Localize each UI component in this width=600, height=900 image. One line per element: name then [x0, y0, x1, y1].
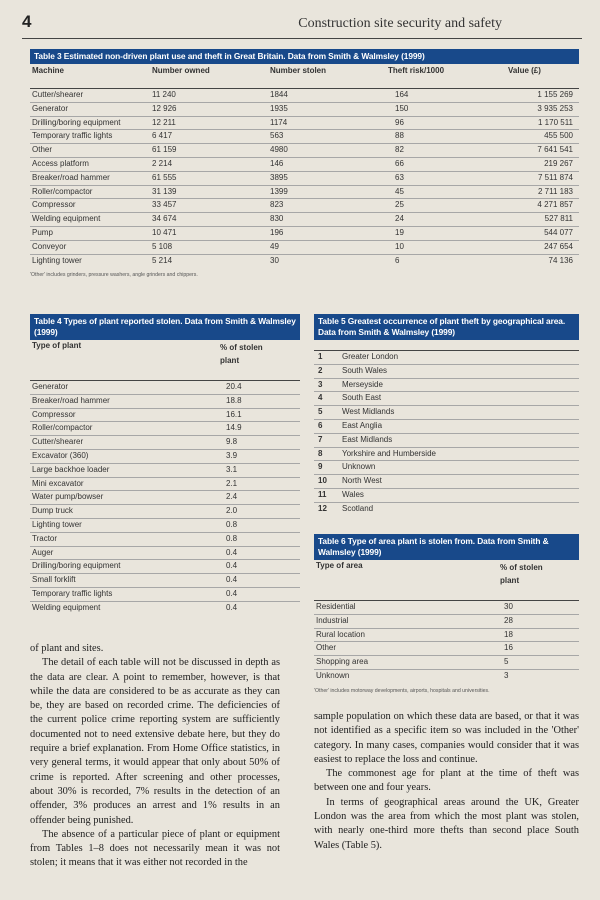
table-5-cell: East Anglia — [342, 420, 383, 430]
table-5-row — [314, 460, 579, 474]
table-4-cell: Cutter/shearer — [32, 437, 84, 447]
table-3-cell: 7 641 541 — [537, 145, 573, 155]
table-3-body — [30, 88, 579, 267]
table-3-row — [30, 88, 579, 102]
table-3-cell: 823 — [270, 200, 284, 210]
table-3-cell: 31 139 — [152, 186, 177, 196]
table-3-cell: 3895 — [270, 172, 288, 182]
table-3-col-machine: Machine — [32, 66, 65, 75]
table-5-cell: West Midlands — [342, 407, 395, 417]
table-5-cell: 8 — [318, 448, 323, 458]
table-3-cell: Conveyor — [32, 241, 67, 251]
table-5-row — [314, 502, 579, 516]
table-4-cell: 3.9 — [226, 450, 238, 460]
table-4-col-pct: % of stolen plant — [220, 343, 263, 365]
table-4-row — [30, 601, 300, 615]
table-4-cell: 0.4 — [226, 588, 238, 598]
table-3-cell: Cutter/shearer — [32, 90, 84, 99]
table-4-row — [30, 408, 300, 422]
table-3-cell: 30 — [270, 255, 279, 265]
table-4-cell: 0.4 — [226, 561, 238, 571]
table-3-cell: 66 — [395, 158, 404, 168]
table-5 — [314, 314, 579, 516]
table-6-row — [314, 641, 579, 655]
table-5-row — [314, 378, 579, 392]
table-4-cell: Mini excavator — [32, 478, 84, 488]
table-5-cell: Greater London — [342, 352, 399, 361]
table-3-cell: 1844 — [270, 90, 288, 99]
table-3-cell: 45 — [395, 186, 404, 196]
table-5-cell: North West — [342, 476, 382, 486]
body-paragraph: of plant and sites. — [30, 643, 104, 654]
table-3-row — [30, 116, 579, 130]
table-6-col-type: Type of area — [316, 561, 363, 570]
table-5-cell: 10 — [318, 476, 327, 486]
table-3-cell: Drilling/boring equipment — [32, 117, 121, 127]
table-5-cell: Merseyside — [342, 379, 383, 389]
table-4-row — [30, 546, 300, 560]
table-4-cell: 2.0 — [226, 506, 238, 516]
table-3-cell: 11 240 — [152, 90, 176, 99]
table-4-body — [30, 380, 300, 615]
table-3-note: 'Other' includes grinders, pressure washers, angle grinders and chippers. — [30, 272, 198, 279]
table-3-cell: 19 — [395, 227, 404, 237]
table-3-cell: 10 471 — [152, 227, 177, 237]
table-4-row — [30, 490, 300, 504]
table-3-cell: 34 674 — [152, 214, 177, 224]
table-4-cell: 9.8 — [226, 437, 238, 447]
table-3 — [30, 49, 579, 278]
table-3-cell: Compressor — [32, 200, 76, 210]
table-4-cell: 0.8 — [226, 519, 238, 529]
table-6-cell: 3 — [504, 670, 509, 680]
table-5-title: Table 5 Greatest occurrence of plant theft by geographical area. Data from Smith & Walmsley (1999) — [314, 314, 579, 340]
table-6-body — [314, 600, 579, 683]
table-6-cell: 28 — [504, 615, 513, 625]
table-5-cell: 3 — [318, 379, 323, 389]
table-5-cell: 12 — [318, 503, 327, 513]
table-3-cell: 2 711 183 — [538, 186, 573, 196]
table-6-col-pct: % of stolen plant — [500, 563, 543, 585]
table-3-cell: 33 457 — [152, 200, 177, 210]
table-4-cell: Generator — [32, 382, 69, 391]
table-5-cell: East Midlands — [342, 434, 393, 444]
table-5-cell: South Wales — [342, 365, 388, 375]
table-5-row — [314, 488, 579, 502]
table-3-cell: Welding equipment — [32, 214, 101, 224]
table-6-header — [314, 560, 579, 600]
table-6-row — [314, 628, 579, 642]
table-5-cell: Scotland — [342, 503, 374, 513]
table-4-row — [30, 477, 300, 491]
table-3-cell: 96 — [395, 117, 404, 127]
table-4 — [30, 314, 300, 615]
table-4-row — [30, 504, 300, 518]
table-3-cell: 1 155 269 — [537, 90, 573, 99]
table-3-cell: 1 170 511 — [538, 117, 573, 127]
table-6-cell: Other — [316, 643, 337, 653]
table-3-col-value: Value (£) — [508, 66, 541, 75]
table-3-title: Table 3 Estimated non-driven plant use and theft in Great Britain. Data from Smith & Walmsley (1999) — [30, 49, 579, 64]
table-3-row — [30, 240, 579, 254]
table-6-cell: Unknown — [316, 670, 350, 680]
table-6-cell: 5 — [504, 657, 509, 667]
table-3-cell: 544 077 — [544, 227, 573, 237]
table-3-cell: 1399 — [270, 186, 288, 196]
table-4-row — [30, 463, 300, 477]
table-5-row — [314, 447, 579, 461]
table-6-title: Table 6 Type of area plant is stolen from. Data from Smith & Walmsley (1999) — [314, 534, 579, 560]
table-3-row — [30, 185, 579, 199]
table-3-cell: 563 — [270, 131, 284, 141]
table-3-row — [30, 212, 579, 226]
table-6-cell: Shopping area — [316, 657, 369, 667]
table-4-cell: Auger — [32, 547, 54, 557]
table-3-cell: 3 935 253 — [537, 103, 573, 113]
table-3-cell: Temporary traffic lights — [32, 131, 113, 141]
body-text-left — [30, 642, 280, 871]
table-5-cell: Unknown — [342, 462, 376, 472]
table-3-cell: 1174 — [270, 117, 288, 127]
table-5-cell: 9 — [318, 462, 323, 472]
table-3-cell: 63 — [395, 172, 404, 182]
table-3-cell: 4980 — [270, 145, 288, 155]
table-4-cell: Water pump/bowser — [32, 492, 104, 502]
table-3-cell: Roller/compactor — [32, 186, 93, 196]
table-5-row — [314, 350, 579, 364]
running-head: Construction site security and safety — [298, 16, 502, 31]
table-3-cell: Pump — [32, 227, 53, 237]
table-4-row — [30, 587, 300, 601]
table-5-row — [314, 474, 579, 488]
table-3-cell: 61 159 — [152, 145, 177, 155]
table-4-cell: Welding equipment — [32, 602, 101, 612]
table-3-cell: 61 555 — [152, 172, 177, 182]
table-4-cell: 0.4 — [226, 602, 238, 612]
table-3-cell: 2 214 — [152, 158, 173, 168]
table-5-body — [314, 350, 579, 516]
table-6-row — [314, 669, 579, 683]
table-5-row — [314, 433, 579, 447]
table-3-cell: 10 — [395, 241, 404, 251]
table-3-cell: Access platform — [32, 158, 89, 168]
table-4-row — [30, 573, 300, 587]
table-3-cell: 88 — [395, 131, 404, 141]
table-5-cell: 5 — [318, 407, 323, 417]
table-4-row — [30, 449, 300, 463]
table-5-cell: 4 — [318, 393, 323, 403]
table-3-cell: 455 500 — [544, 131, 573, 141]
table-3-cell: 150 — [395, 103, 409, 113]
table-3-cell: 146 — [270, 158, 284, 168]
table-4-cell: Excavator (360) — [32, 450, 89, 460]
table-4-cell: 0.8 — [226, 533, 238, 543]
body-paragraph: sample population on which these data are based, or that it was not identified as a specific item so was included in the 'Other' category. In many cases, companies would consider that it was easiest to replace the loss and continue. — [314, 711, 579, 765]
table-6-cell: Rural location — [316, 629, 365, 639]
table-4-row — [30, 532, 300, 546]
table-4-row — [30, 380, 300, 394]
table-3-cell: 49 — [270, 241, 279, 251]
table-3-cell: Lighting tower — [32, 255, 82, 265]
table-5-row — [314, 364, 579, 378]
table-3-cell: 830 — [270, 214, 284, 224]
table-6-cell: 18 — [504, 629, 513, 639]
table-3-row — [30, 157, 579, 171]
table-4-col-type: Type of plant — [32, 341, 82, 350]
table-5-cell: South East — [342, 393, 382, 403]
table-4-row — [30, 435, 300, 449]
header-rule — [22, 38, 582, 39]
table-4-cell: 3.1 — [226, 464, 238, 474]
table-3-row — [30, 102, 579, 116]
body-paragraph: The commonest age for plant at the time of theft was between one and four years. — [314, 768, 579, 794]
table-6-cell: Industrial — [316, 615, 349, 625]
table-4-cell: Small forklift — [32, 575, 76, 585]
table-3-cell: 5 214 — [152, 255, 173, 265]
table-3-col-stolen: Number stolen — [270, 66, 327, 75]
table-3-cell: 24 — [395, 214, 404, 224]
table-4-cell: Lighting tower — [32, 519, 82, 529]
table-3-cell: 12 211 — [152, 117, 176, 127]
table-6 — [314, 534, 579, 694]
table-5-cell: 11 — [318, 489, 327, 499]
table-4-cell: 2.4 — [226, 492, 238, 502]
table-3-cell: 4 271 857 — [537, 200, 573, 210]
table-6-cell: Residential — [316, 602, 356, 611]
table-3-cell: 6 — [395, 255, 400, 265]
table-3-cell: 219 267 — [544, 158, 573, 168]
table-5-cell: 6 — [318, 420, 323, 430]
table-5-cell: 1 — [318, 352, 323, 361]
table-3-cell: 247 654 — [544, 241, 573, 251]
table-4-row — [30, 559, 300, 573]
table-5-row — [314, 391, 579, 405]
table-5-cell: Wales — [342, 489, 364, 499]
table-5-row — [314, 405, 579, 419]
table-3-cell: Other — [32, 145, 53, 155]
table-6-row — [314, 655, 579, 669]
table-3-cell: 82 — [395, 145, 404, 155]
table-4-row — [30, 394, 300, 408]
table-3-cell: 12 926 — [152, 103, 177, 113]
table-4-cell: 0.4 — [226, 575, 238, 585]
table-4-cell: 18.8 — [226, 395, 242, 405]
body-text-right — [314, 710, 579, 853]
table-3-cell: Generator — [32, 103, 69, 113]
table-6-note: 'Other' includes motorway developments, airports, hospitals and universities. — [314, 687, 490, 694]
table-3-cell: 7 511 874 — [538, 172, 573, 182]
table-6-row — [314, 600, 579, 614]
table-4-cell: Temporary traffic lights — [32, 588, 113, 598]
table-4-cell: Drilling/boring equipment — [32, 561, 121, 571]
table-3-row — [30, 129, 579, 143]
body-paragraph: The detail of each table will not be discussed in depth as the data are clear. A point to remember, however, is that while the data are considered to be as accurate as they can be, they are based on recorded crime. The deficiencies of the current police crime reporting system are sufficiently documented not to need extensive debate here, but they do require a brief explanation. From Home Office statistics, in very general terms, it would appear that only about 50% of crime is reported. After screening and other processes, about 30% is recorded, 7% results in the detection of an offender, 3% produces an arrest and 1% results in an offender being punished. — [30, 657, 280, 826]
table-3-header — [30, 64, 579, 88]
table-3-cell: 527 811 — [544, 214, 573, 224]
table-3-cell: 5 108 — [152, 241, 173, 251]
table-6-cell: 16 — [504, 643, 513, 653]
table-4-cell: 2.1 — [226, 478, 238, 488]
table-4-header — [30, 340, 300, 380]
table-3-row — [30, 171, 579, 185]
table-4-cell: 16.1 — [226, 409, 242, 419]
table-5-cell: 7 — [318, 434, 323, 444]
table-4-cell: Tractor — [32, 533, 58, 543]
table-5-cell: 2 — [318, 365, 323, 375]
page-number: 4 — [22, 12, 32, 31]
table-3-row — [30, 226, 579, 240]
table-3-cell: Breaker/road hammer — [32, 172, 110, 182]
table-4-cell: Roller/compactor — [32, 423, 93, 433]
table-3-cell: 196 — [270, 227, 284, 237]
body-paragraph: In terms of geographical areas around the UK, Greater London was the area from which the most plant was stolen, with nearly one-third more thefts than second place South Wales (Table 5). — [314, 796, 579, 851]
table-5-cell: Yorkshire and Humberside — [342, 448, 436, 458]
table-4-cell: Breaker/road hammer — [32, 395, 110, 405]
table-3-cell: 164 — [395, 90, 409, 99]
table-4-cell: Large backhoe loader — [32, 464, 110, 474]
table-3-col-risk: Theft risk/1000 — [388, 66, 445, 75]
table-4-cell: 0.4 — [226, 547, 238, 557]
table-6-cell: 30 — [504, 602, 513, 611]
table-3-cell: 25 — [395, 200, 404, 210]
body-paragraph: The absence of a particular piece of plant or equipment from Tables 1–8 does not necessarily mean it was not stolen; it means that it was either not recorded in the — [30, 828, 280, 869]
table-4-cell: Dump truck — [32, 506, 73, 516]
table-4-row — [30, 518, 300, 532]
table-3-cell: 74 136 — [548, 255, 573, 265]
table-4-cell: 20.4 — [226, 382, 242, 391]
table-5-row — [314, 419, 579, 433]
table-4-cell: 14.9 — [226, 423, 242, 433]
table-3-cell: 1935 — [270, 103, 288, 113]
table-4-cell: Compressor — [32, 409, 76, 419]
table-3-cell: 6 417 — [152, 131, 173, 141]
table-6-row — [314, 614, 579, 628]
table-4-title: Table 4 Types of plant reported stolen. Data from Smith & Walmsley (1999) — [30, 314, 300, 340]
table-3-col-owned: Number owned — [152, 66, 210, 75]
table-3-row — [30, 198, 579, 212]
table-3-row — [30, 143, 579, 157]
table-4-row — [30, 421, 300, 435]
table-3-row — [30, 254, 579, 268]
